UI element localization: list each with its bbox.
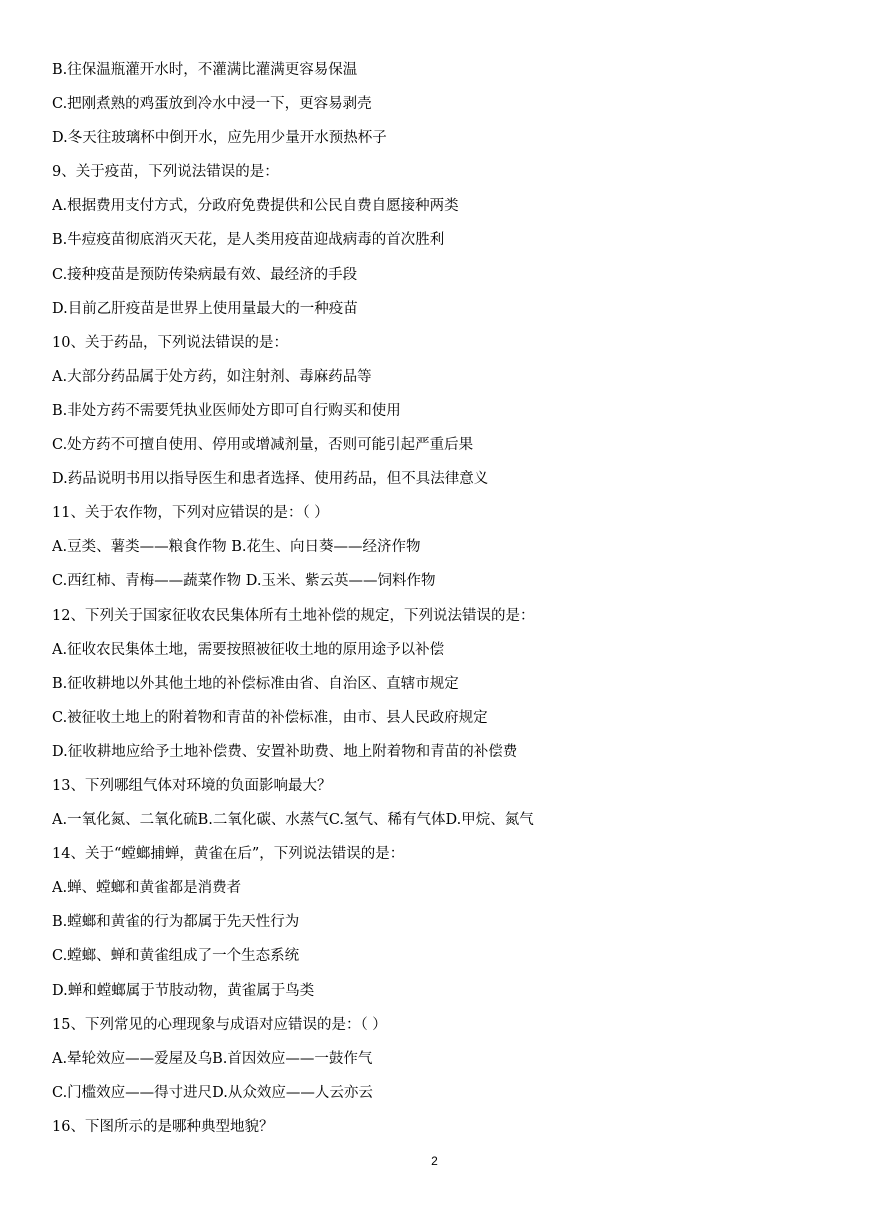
text-line: A.征收农民集体土地，需要按照被征收土地的原用途予以补偿 — [52, 641, 445, 658]
text-line: B.螳螂和黄雀的行为都属于先天性行为 — [52, 914, 300, 931]
question-9-stem: 9、关于疫苗，下列说法错误的是： — [52, 164, 279, 181]
text-line: A.一氧化氮、二氧化硫B.二氧化碳、水蒸气C.氢气、稀有气体D.甲烷、氮气 — [52, 812, 534, 829]
text-line: A.晕轮效应——爱屋及乌B.首因效应——一鼓作气 — [52, 1050, 373, 1067]
text-line: C.螳螂、蝉和黄雀组成了一个生态系统 — [52, 948, 300, 965]
page-number: 2 — [431, 1154, 438, 1168]
question-text-block — [52, 58, 842, 1149]
text-line: A.大部分药品属于处方药，如注射剂、毒麻药品等 — [52, 368, 372, 385]
text-line: C.门槛效应——得寸进尺D.从众效应——人云亦云 — [52, 1084, 373, 1101]
text-line: A.根据费用支付方式，分政府免费提供和公民自费自愿接种两类 — [52, 198, 459, 215]
question-16-stem: 16、下图所示的是哪种典型地貌？ — [52, 1118, 274, 1135]
text-line: D.药品说明书用以指导医生和患者选择、使用药品，但不具法律意义 — [52, 471, 489, 488]
text-line: C.被征收土地上的附着物和青苗的补偿标准，由市、县人民政府规定 — [52, 709, 488, 726]
text-line: D.冬天往玻璃杯中倒开水，应先用少量开水预热杯子 — [52, 130, 387, 147]
text-line: C.西红柿、青梅——蔬菜作物 D.玉米、紫云英——饲料作物 — [52, 573, 436, 590]
text-line: B.征收耕地以外其他土地的补偿标准由省、自治区、直辖市规定 — [52, 675, 459, 692]
question-11-stem: 11、关于农作物，下列对应错误的是：（ ） — [52, 505, 329, 522]
text-line: D.征收耕地应给予土地补偿费、安置补助费、地上附着物和青苗的补偿费 — [52, 743, 518, 760]
question-12-stem: 12、下列关于国家征收农民集体所有土地补偿的规定，下列说法错误的是： — [52, 607, 535, 624]
text-line: C.处方药不可擅自使用、停用或增减剂量，否则可能引起严重后果 — [52, 437, 474, 454]
text-line: C.把刚煮熟的鸡蛋放到冷水中浸一下，更容易剥壳 — [52, 96, 372, 113]
text-line: D.蝉和螳螂属于节肢动物，黄雀属于鸟类 — [52, 982, 315, 999]
question-13-stem: 13、下列哪组气体对环境的负面影响最大？ — [52, 777, 332, 794]
text-line: A.豆类、薯类——粮食作物 B.花生、向日葵——经济作物 — [52, 539, 421, 556]
question-14-stem: 14、关于“螳螂捕蝉，黄雀在后”，下列说法错误的是： — [52, 846, 405, 863]
text-line: B.非处方药不需要凭执业医师处方即可自行购买和使用 — [52, 402, 401, 419]
text-line: B.牛痘疫苗彻底消灭天花，是人类用疫苗迎战病毒的首次胜利 — [52, 232, 445, 249]
text-line: D.目前乙肝疫苗是世界上使用量最大的一种疫苗 — [52, 300, 358, 317]
text-line: B.往保温瓶灌开水时，不灌满比灌满更容易保温 — [52, 62, 358, 78]
text-line: C.接种疫苗是预防传染病最有效、最经济的手段 — [52, 266, 358, 283]
text-line: A.蝉、螳螂和黄雀都是消费者 — [52, 880, 242, 897]
question-15-stem: 15、下列常见的心理现象与成语对应错误的是：（ ） — [52, 1016, 387, 1033]
question-10-stem: 10、关于药品，下列说法错误的是： — [52, 334, 288, 351]
